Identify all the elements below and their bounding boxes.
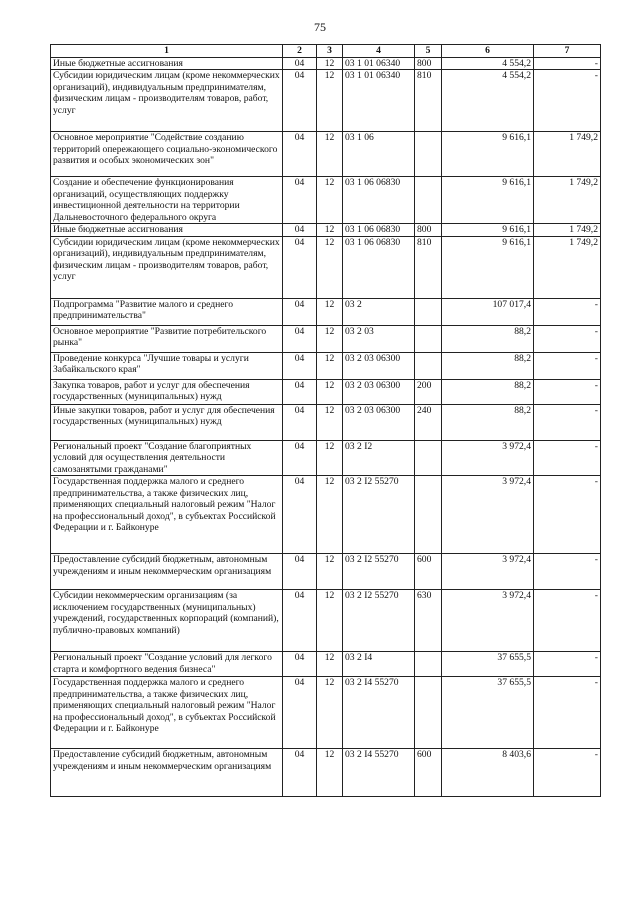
- row-amount-federal: 1 749,2: [534, 132, 601, 177]
- row-name: Предоставление субсидий бюджетным, автономным учреждениям и иным некоммерческим организациям: [51, 554, 283, 590]
- row-subsection-code: 12: [317, 298, 343, 325]
- row-name: Проведение конкурса "Лучшие товары и услуги Забайкальского края": [51, 352, 283, 379]
- row-expense-type: [415, 677, 442, 749]
- row-amount-federal: -: [534, 652, 601, 677]
- table-row: [51, 652, 601, 677]
- row-name: Подпрограмма "Развитие малого и среднего предпринимательства": [51, 298, 283, 325]
- row-section-code: 04: [283, 677, 317, 749]
- page-number: 75: [314, 20, 326, 34]
- row-expense-type: [415, 476, 442, 554]
- column-header: 5: [415, 45, 442, 58]
- table-row: [51, 177, 601, 224]
- row-name: Региональный проект "Создание благоприятных условий для осуществления деятельности самозанятыми гражданами": [51, 440, 283, 476]
- row-section-code: 04: [283, 57, 317, 70]
- row-name: Основное мероприятие "Содействие созданию территорий опережающего социально-экономического развития и особых экономических зон": [51, 132, 283, 177]
- row-section-code: 04: [283, 404, 317, 440]
- header-row: [51, 45, 601, 58]
- row-expense-type: [415, 440, 442, 476]
- row-target-article: 03 2 I4 55270: [343, 749, 415, 797]
- row-expense-type: [415, 132, 442, 177]
- row-section-code: 04: [283, 554, 317, 590]
- row-subsection-code: 12: [317, 554, 343, 590]
- row-amount-federal: 1 749,2: [534, 236, 601, 298]
- row-section-code: 04: [283, 476, 317, 554]
- row-amount: 4 554,2: [442, 70, 534, 132]
- row-subsection-code: 12: [317, 236, 343, 298]
- row-subsection-code: 12: [317, 652, 343, 677]
- row-name: Иные бюджетные ассигнования: [51, 57, 283, 70]
- row-subsection-code: 12: [317, 476, 343, 554]
- row-amount: 3 972,4: [442, 476, 534, 554]
- row-section-code: 04: [283, 298, 317, 325]
- row-target-article: 03 1 06 06830: [343, 177, 415, 224]
- row-target-article: 03 1 06 06830: [343, 224, 415, 237]
- row-section-code: 04: [283, 224, 317, 237]
- row-amount-federal: -: [534, 379, 601, 404]
- table-row: [51, 554, 601, 590]
- row-name: Иные закупки товаров, работ и услуг для обеспечения государственных (муниципальных) нужд: [51, 404, 283, 440]
- row-section-code: 04: [283, 652, 317, 677]
- row-amount: 88,2: [442, 325, 534, 352]
- row-target-article: 03 2 03: [343, 325, 415, 352]
- row-target-article: 03 1 01 06340: [343, 57, 415, 70]
- column-header: 2: [283, 45, 317, 58]
- row-subsection-code: 12: [317, 677, 343, 749]
- table-row: [51, 677, 601, 749]
- table-row: [51, 749, 601, 797]
- row-section-code: 04: [283, 440, 317, 476]
- row-amount-federal: -: [534, 440, 601, 476]
- row-amount-federal: -: [534, 352, 601, 379]
- row-name: Региональный проект "Создание условий для легкого старта и комфортного ведения бизнеса": [51, 652, 283, 677]
- row-name: Основное мероприятие "Развитие потребительского рынка": [51, 325, 283, 352]
- column-header: 6: [442, 45, 534, 58]
- row-amount-federal: -: [534, 70, 601, 132]
- row-expense-type: [415, 652, 442, 677]
- row-amount: 9 616,1: [442, 132, 534, 177]
- row-section-code: 04: [283, 590, 317, 652]
- table-row: [51, 236, 601, 298]
- row-section-code: 04: [283, 352, 317, 379]
- row-section-code: 04: [283, 749, 317, 797]
- row-amount: 3 972,4: [442, 554, 534, 590]
- row-amount: 8 403,6: [442, 749, 534, 797]
- row-subsection-code: 12: [317, 57, 343, 70]
- table-row: [51, 70, 601, 132]
- row-expense-type: [415, 177, 442, 224]
- row-target-article: 03 2 I2 55270: [343, 590, 415, 652]
- row-amount: 88,2: [442, 352, 534, 379]
- row-amount-federal: -: [534, 325, 601, 352]
- row-amount-federal: -: [534, 749, 601, 797]
- row-subsection-code: 12: [317, 749, 343, 797]
- row-name: Государственная поддержка малого и среднего предпринимательства, а также физических лиц, применяющих специальный налоговый режим "Налог на профессиональный доход", в субъектах Российской Федерации и г. Байконуре: [51, 476, 283, 554]
- row-name: Предоставление субсидий бюджетным, автономным учреждениям и иным некоммерческим организациям: [51, 749, 283, 797]
- row-subsection-code: 12: [317, 379, 343, 404]
- row-target-article: 03 2 03 06300: [343, 352, 415, 379]
- row-amount-federal: -: [534, 57, 601, 70]
- row-expense-type: 630: [415, 590, 442, 652]
- row-target-article: 03 1 06 06830: [343, 236, 415, 298]
- row-amount-federal: 1 749,2: [534, 177, 601, 224]
- table-row: [51, 325, 601, 352]
- row-name: Закупка товаров, работ и услуг для обеспечения государственных (муниципальных) нужд: [51, 379, 283, 404]
- row-target-article: 03 2 03 06300: [343, 379, 415, 404]
- row-expense-type: 200: [415, 379, 442, 404]
- row-amount-federal: 1 749,2: [534, 224, 601, 237]
- row-target-article: 03 2 I2 55270: [343, 554, 415, 590]
- row-amount: 3 972,4: [442, 440, 534, 476]
- row-amount: 107 017,4: [442, 298, 534, 325]
- row-subsection-code: 12: [317, 590, 343, 652]
- table-row: [51, 476, 601, 554]
- row-section-code: 04: [283, 132, 317, 177]
- row-amount: 9 616,1: [442, 236, 534, 298]
- column-header: 7: [534, 45, 601, 58]
- row-subsection-code: 12: [317, 352, 343, 379]
- row-subsection-code: 12: [317, 177, 343, 224]
- row-name: Субсидии юридическим лицам (кроме некоммерческих организаций), индивидуальным предпринимателям, физическим лицам - производителям товаров, работ, услуг: [51, 236, 283, 298]
- row-target-article: 03 1 01 06340: [343, 70, 415, 132]
- row-name: Субсидии некоммерческим организациям (за исключением государственных (муниципальных) учреждений, государственных корпораций (компаний), публично-правовых компаний): [51, 590, 283, 652]
- row-amount-federal: -: [534, 590, 601, 652]
- table-row: [51, 132, 601, 177]
- table-row: [51, 224, 601, 237]
- row-expense-type: 600: [415, 554, 442, 590]
- table-row: [51, 352, 601, 379]
- row-amount: 3 972,4: [442, 590, 534, 652]
- row-name: Иные бюджетные ассигнования: [51, 224, 283, 237]
- row-expense-type: 240: [415, 404, 442, 440]
- row-name: Создание и обеспечение функционирования организаций, осуществляющих поддержку инвестиционной деятельности на территории Дальневосточного федерального округа: [51, 177, 283, 224]
- row-expense-type: 800: [415, 57, 442, 70]
- row-subsection-code: 12: [317, 325, 343, 352]
- row-amount: 37 655,5: [442, 652, 534, 677]
- row-section-code: 04: [283, 177, 317, 224]
- row-target-article: 03 2 I4: [343, 652, 415, 677]
- row-expense-type: [415, 298, 442, 325]
- row-section-code: 04: [283, 325, 317, 352]
- table-row: [51, 590, 601, 652]
- row-expense-type: [415, 352, 442, 379]
- row-expense-type: 810: [415, 70, 442, 132]
- row-amount: 88,2: [442, 404, 534, 440]
- table-row: [51, 404, 601, 440]
- row-subsection-code: 12: [317, 404, 343, 440]
- row-amount: 9 616,1: [442, 224, 534, 237]
- table-row: [51, 57, 601, 70]
- row-section-code: 04: [283, 379, 317, 404]
- row-subsection-code: 12: [317, 70, 343, 132]
- row-expense-type: [415, 325, 442, 352]
- row-amount-federal: -: [534, 476, 601, 554]
- table-row: [51, 298, 601, 325]
- row-section-code: 04: [283, 236, 317, 298]
- row-name: Государственная поддержка малого и среднего предпринимательства, а также физических лиц, применяющих специальный налоговый режим "Налог на профессиональный доход", в субъектах Российской Федерации и г. Байконуре: [51, 677, 283, 749]
- column-header: 1: [51, 45, 283, 58]
- row-target-article: 03 1 06: [343, 132, 415, 177]
- row-target-article: 03 2 I2: [343, 440, 415, 476]
- column-header: 4: [343, 45, 415, 58]
- row-expense-type: 600: [415, 749, 442, 797]
- table-row: [51, 379, 601, 404]
- row-subsection-code: 12: [317, 224, 343, 237]
- row-expense-type: 810: [415, 236, 442, 298]
- table-row: [51, 440, 601, 476]
- row-subsection-code: 12: [317, 440, 343, 476]
- row-amount-federal: -: [534, 298, 601, 325]
- budget-table: [50, 44, 601, 797]
- row-amount: 37 655,5: [442, 677, 534, 749]
- row-target-article: 03 2 I2 55270: [343, 476, 415, 554]
- row-expense-type: 800: [415, 224, 442, 237]
- row-amount: 4 554,2: [442, 57, 534, 70]
- row-amount: 9 616,1: [442, 177, 534, 224]
- row-target-article: 03 2 03 06300: [343, 404, 415, 440]
- row-amount-federal: -: [534, 404, 601, 440]
- row-target-article: 03 2: [343, 298, 415, 325]
- row-amount-federal: -: [534, 677, 601, 749]
- row-amount: 88,2: [442, 379, 534, 404]
- row-section-code: 04: [283, 70, 317, 132]
- column-header: 3: [317, 45, 343, 58]
- row-amount-federal: -: [534, 554, 601, 590]
- row-subsection-code: 12: [317, 132, 343, 177]
- row-name: Субсидии юридическим лицам (кроме некоммерческих организаций), индивидуальным предпринимателям, физическим лицам - производителям товаров, работ, услуг: [51, 70, 283, 132]
- row-target-article: 03 2 I4 55270: [343, 677, 415, 749]
